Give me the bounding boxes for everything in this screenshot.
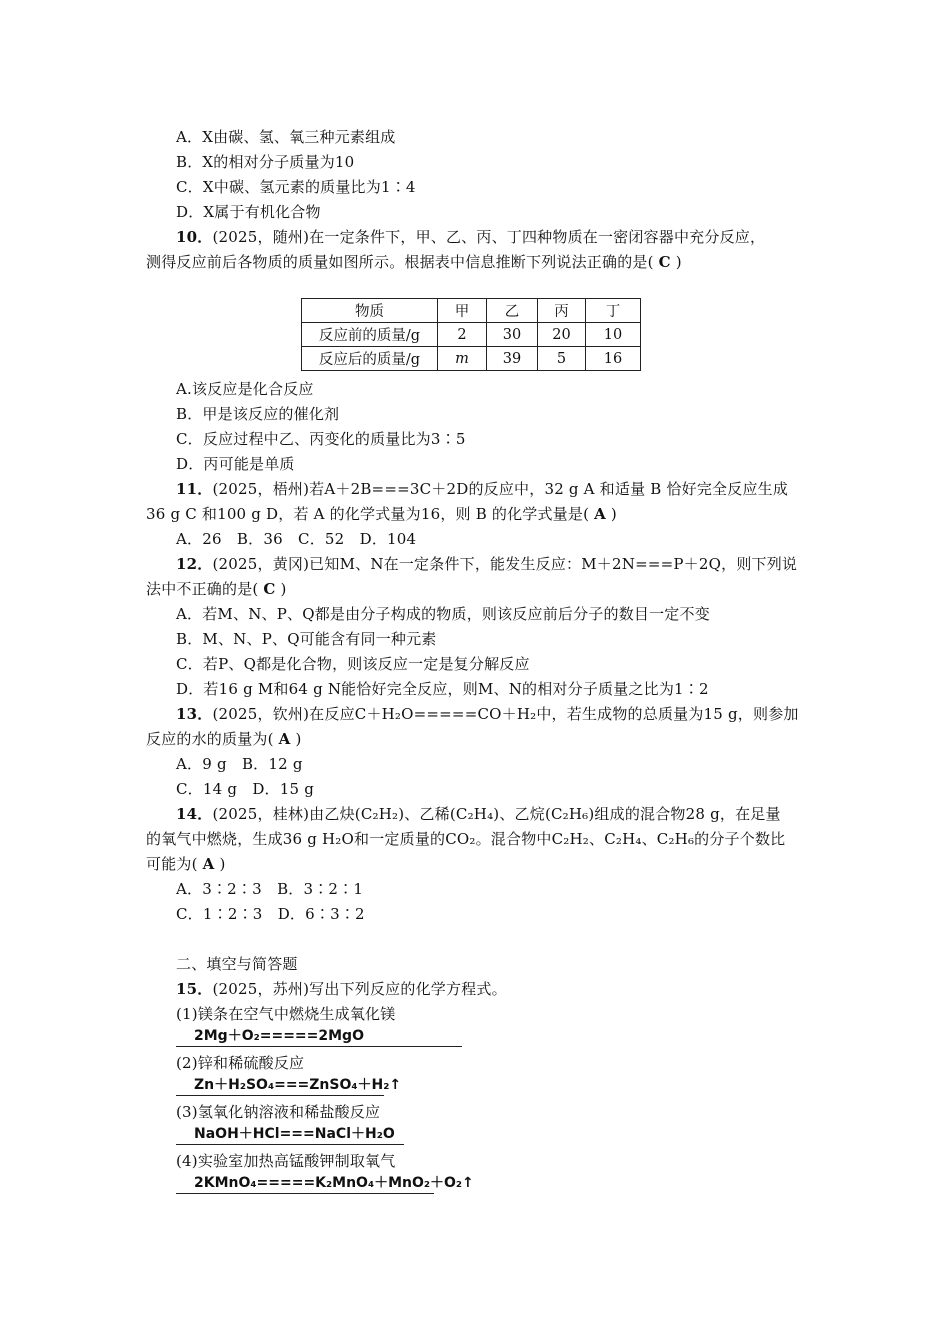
q12-answer: C [263,580,276,598]
q12-number: 12． [176,555,213,573]
table-cell: 10 [586,323,641,347]
table-cell: 30 [487,323,538,347]
q14-stem-line2: 的氧气中燃烧，生成36 g H₂O和一定质量的CO₂。混合物中C₂H₂、C₂H₄、C₂H₆的分子个数比 [146,830,786,848]
q15-stem: 15．(2025，苏州)写出下列反应的化学方程式。 [176,980,507,998]
table-cell: 反应前的质量/g [302,323,438,347]
q15-part2-prompt: (2)锌和稀硫酸反应 [176,1054,305,1072]
q14-options-cd: C．1∶2∶3 D．6∶3∶2 [176,905,365,923]
q10-option-a: A.该反应是化合反应 [176,380,314,398]
q10-stem-line2: 测得反应前后各物质的质量如图所示。根据表中信息推断下列说法正确的是( C ) [146,253,682,271]
q15-part4-answer: 2KMnO₄=====K₂MnO₄＋MnO₂＋O₂↑ [176,1174,434,1194]
q14-options-ab: A．3∶2∶3 B．3∶2∶1 [176,880,364,898]
q15-part4-prompt: (4)实验室加热高锰酸钾制取氧气 [176,1152,396,1170]
q15-part1-answer: 2Mg＋O₂=====2MgO [176,1027,462,1047]
table-cell: 反应后的质量/g [302,347,438,371]
q11-stem-line2: 36 g C 和100 g D，若 A 的化学式量为16，则 B 的化学式量是( A ) [146,505,617,523]
q13-options-ab: A．9 g B．12 g [176,755,303,773]
q9-option-d: D．X属于有机化合物 [176,203,321,221]
table-row [302,347,641,371]
q10-stem-line1: 10．(2025，随州)在一定条件下，甲、乙、丙、丁四种物质在一密闭容器中充分反应， [176,228,766,246]
q15-part3-answer: NaOH＋HCl===NaCl＋H₂O [176,1125,404,1145]
q10-option-d: D．丙可能是单质 [176,455,295,473]
table-cell: m [438,347,487,371]
q9-option-c: C．X中碳、氢元素的质量比为1∶4 [176,178,416,196]
q15-part3-prompt: (3)氢氧化钠溶液和稀盐酸反应 [176,1103,381,1121]
q11-options: A．26 B．36 C．52 D．104 [176,530,417,548]
q10-option-c: C．反应过程中乙、丙变化的质量比为3∶5 [176,430,466,448]
table-cell: 39 [487,347,538,371]
q15-part2-answer: Zn＋H₂SO₄===ZnSO₄＋H₂↑ [176,1076,384,1096]
q11-stem-line1: 11．(2025，梧州)若A＋2B===3C＋2D的反应中，32 g A 和适量 B 恰好完全反应生成 [176,480,789,498]
q9-option-b: B．X的相对分子质量为10 [176,153,355,171]
q12-option-a: A．若M、N、P、Q都是由分子构成的物质，则该反应前后分子的数目一定不变 [176,605,710,623]
q13-stem-line2: 反应的水的质量为( A ) [146,730,302,748]
table-cell: 5 [538,347,586,371]
table-cell: 20 [538,323,586,347]
table-header-row [302,299,641,323]
q14-stem-line3: 可能为( A ) [146,855,226,873]
q9-option-a: A．X由碳、氢、氧三种元素组成 [176,128,396,146]
table-header-cell: 物质 [302,299,438,323]
q10-option-b: B．甲是该反应的催化剂 [176,405,340,423]
q12-option-b: B．M、N、P、Q可能含有同一种元素 [176,630,437,648]
table-cell: 16 [586,347,641,371]
q13-number: 13． [176,705,213,723]
q11-number: 11． [176,480,213,498]
q10-number: 10． [176,228,213,246]
q10-answer: C [658,253,671,271]
q12-stem-line2: 法中不正确的是( C ) [146,580,287,598]
q15-number: 15． [176,980,213,998]
q12-option-d: D．若16 g M和64 g N能恰好完全反应，则M、N的相对分子质量之比为1∶2 [176,680,709,698]
q11-answer: A [594,505,606,523]
section-title: 二、填空与简答题 [176,955,298,973]
q13-stem-line1: 13．(2025，钦州)在反应C＋H₂O=====CO＋H₂中，若生成物的总质量为15 g，则参加 [176,705,799,723]
table-row [302,323,641,347]
q12-option-c: C．若P、Q都是化合物，则该反应一定是复分解反应 [176,655,530,673]
table-header-cell: 丁 [586,299,641,323]
table-header-cell: 乙 [487,299,538,323]
table-cell: 2 [438,323,487,347]
q15-part1-prompt: (1)镁条在空气中燃烧生成氧化镁 [176,1005,396,1023]
table-header-cell: 甲 [438,299,487,323]
q10-mass-table [301,298,641,371]
q14-number: 14． [176,805,213,823]
q12-stem-line1: 12．(2025，黄冈)已知M、N在一定条件下，能发生反应：M＋2N===P＋2Q，则下列说 [176,555,798,573]
q14-stem-line1: 14．(2025，桂林)由乙炔(C₂H₂)、乙稀(C₂H₄)、乙烷(C₂H₆)组成的混合物28 g，在足量 [176,805,781,823]
q14-answer: A [202,855,215,873]
q13-answer: A [278,730,291,748]
table-header-cell: 丙 [538,299,586,323]
q13-options-cd: C．14 g D．15 g [176,780,315,798]
